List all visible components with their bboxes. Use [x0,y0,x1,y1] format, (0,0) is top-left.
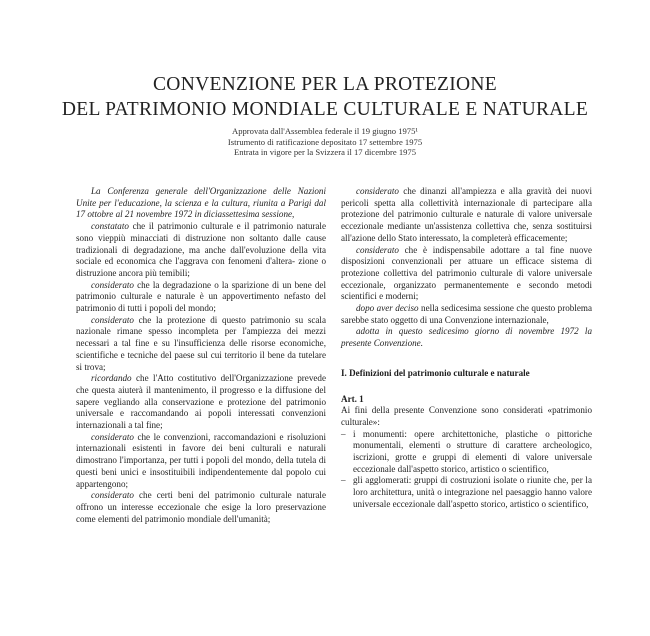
preamble-paragraph: dopo aver deciso nella sedicesima sessione che questo problema sarebbe stato oggetto di una Convenzione internazionale, [341,303,592,325]
preamble-paragraph: considerato che dinanzi all'ampiezza e alla gravità dei nuovi pericoli spetta alla collettività internazionale di partecipare alla protezione del patrimonio culturale e naturale di valore universale eccezionale mediante un'assistenza collettiva che, senza sostituirsi all'azione dello Stato interessato, la completerà efficacemente; [341,186,592,243]
list-item: – i monumenti: opere architettoniche, plastiche o pittoriche monumentali, elementi o strutture di carattere archeologico, iscrizioni, grotte e gruppi di elementi di valore universale eccezionale dall'aspetto storico, artistico o scientifico, [341,428,592,474]
preamble-opening: La Conferenza generale dell'Organizzazione delle Nazioni Unite per l'educazione, la scienza e la cultura, riunita a Parigi dal 17 ottobre al 21 novembre 1972 in diciassettesima sessione, [76,186,326,220]
article-heading: Art. 1 [341,393,364,404]
right-column [341,186,592,511]
adoption-paragraph: adotta in questo sedicesimo giorno di novembre 1972 la presente Convenzione. [341,326,592,349]
title-line-2: DEL PATRIMONIO MONDIALE CULTURALE E NATURALE [61,99,589,120]
section-heading: I. Definizioni del patrimonio culturale e naturale [341,367,530,378]
entry-into-force-line: Entrata in vigore per la Svizzera il 17 dicembre 1975 [233,147,417,157]
left-column [76,186,326,525]
preamble-paragraph: considerato che la degradazione o la sparizione di un bene del patrimonio culturale e naturale è un appovertimento nefasto del patrimonio di tutti i popoli del mondo; [76,279,326,314]
preamble-paragraph: constatato che il patrimonio culturale e il patrimonio naturale sono vieppiù minacciati di distruzione non soltanto dalle cause tradizionali di degradazione, ma anche dall'evoluzione della vita sociale ed economica che l'aggrava con fenomeni d'altera- zione o distruzione ancora più temibili; [76,221,326,278]
list-item: – gli agglomerati: gruppi di costruzioni isolate o riunite che, per la loro architettura, unità o integrazione nel paesaggio hanno valore universale eccezionale dall'aspetto storico, artistico o scientifico, [341,475,592,509]
article-intro: Ai fini della presente Convenzione sono considerati «patrimonio culturale»: [341,405,592,427]
ratification-line: Istrumento di ratificazione depositato 17 settembre 1975 [227,136,423,147]
title-line-1: CONVENZIONE PER LA PROTEZIONE [153,74,497,95]
document-title [0,72,650,122]
preamble-paragraph: ricordando che l'Atto costitutivo dell'Organizzazione prevede che questa aiuterà il mantenimento, il progresso e la diffusione del sapere vegliando alla conservazione e protezione del patrimonio universale e raccomandando ai popoli interessati convenzioni internazionali a tal fine; [76,373,326,431]
approval-info [0,126,650,158]
preamble-paragraph: considerato che è indispensabile adottare a tal fine nuove disposizioni convenzionali per attuare un efficace sistema di protezione collettiva del patrimonio culturale di valore universale eccezionale, organizzato permanentemente e secondo metodi scientifici e moderni; [341,244,592,302]
preamble-paragraph: considerato che la protezione di questo patrimonio su scala nazionale rimane spesso incompleta per l'ampiezza dei mezzi necessari a tal fine e su l'insufficienza delle risorse economiche, scientifiche e tecniche del paese sul cui territorio il bene da tutelare si trova; [76,314,326,372]
approval-line: Approvata dall'Assemblea federale il 19 giugno 1975¹ [232,126,418,136]
preamble-paragraph: considerato che le convenzioni, raccomandazioni e risoluzioni internazionali esistenti in favore dei beni culturali e naturali dimostrano l'importanza, per tutti i popoli del mondo, della tutela di questi beni unici e insostituibili indipendentemente dal popolo cui appartengono; [76,431,326,489]
preamble-paragraph: considerato che certi beni del patrimonio culturale naturale offrono un interesse eccezionale che esige la loro preservazione come elementi del patrimonio mondiale dell'umanità; [76,490,326,524]
